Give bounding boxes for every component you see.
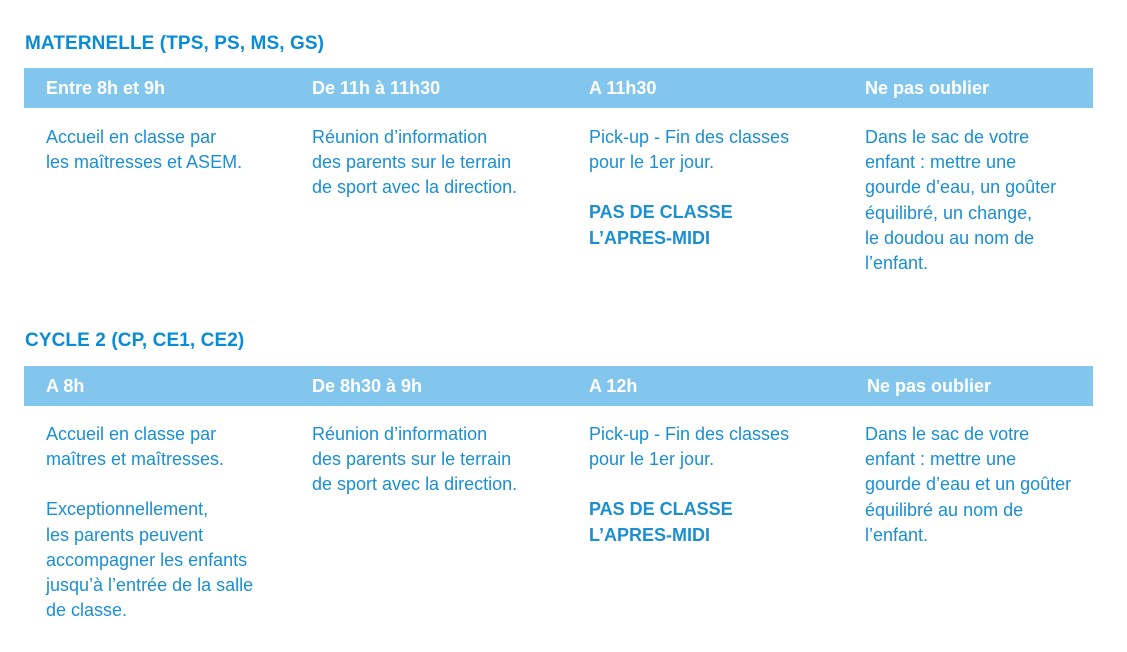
cell-text-line: maîtres et maîtresses. [46,449,225,470]
paragraph-gap [589,472,789,497]
cell-text-line: des parents sur le terrain [312,449,512,470]
section-title-cycle-2: CYCLE 2 (CP, CE1, CE2) [25,330,245,351]
cell-text-line: jusqu’à l’entrée de la salle [46,575,254,596]
cell-text-line: Réunion d’information [312,424,488,444]
cell-text-line: équilibré au nom de [865,499,1024,520]
cell-text-line: Accueil en classe par [46,127,217,147]
cell-text-line: de classe. [46,600,128,621]
cell-text-line: enfant : mettre une [865,449,1017,470]
schedule-cell [46,125,242,175]
no-class-notice: L’APRES-MIDI [589,524,711,545]
cell-text-line: pour le 1er jour. [589,449,715,470]
cell-text-line: l’enfant. [865,253,929,274]
cell-text-line: Réunion d’information [312,127,488,147]
column-header: A 11h30 [589,78,657,98]
cell-text-line: Dans le sac de votre [865,424,1030,444]
cell-text-line: les maîtresses et ASEM. [46,152,243,173]
cell-text-line: Pick-up - Fin des classes [589,127,790,147]
cell-text-line: équilibré, un change, [865,202,1033,223]
no-class-notice: PAS DE CLASSE [589,202,733,223]
column-header: Entre 8h et 9h [46,78,166,98]
schedule-cell [865,422,1071,548]
no-class-notice: PAS DE CLASSE [589,499,733,520]
column-header: Ne pas oublier [867,376,992,396]
schedule-cell [312,125,517,201]
schedule-header-bar [24,68,1093,108]
column-header: Ne pas oublier [865,78,990,98]
column-header: De 8h30 à 9h [312,376,423,396]
cell-text-line: des parents sur le terrain [312,152,512,173]
cell-text-line: Dans le sac de votre [865,127,1030,147]
section-title-maternelle: MATERNELLE (TPS, PS, MS, GS) [25,33,325,54]
cell-text-line: Accueil en classe par [46,424,217,444]
cell-text-line: pour le 1er jour. [589,152,715,173]
cell-text-line: accompagner les enfants [46,549,248,570]
column-header: A 8h [46,376,85,396]
schedule-cell [312,422,517,498]
cell-text-line: gourde d’eau, un goûter [865,177,1057,198]
schedule-cell [589,125,789,251]
column-header: De 11h à 11h30 [312,78,441,98]
cell-text-line: gourde d’eau et un goûter [865,474,1072,495]
cell-text-line: le doudou au nom de [865,227,1035,248]
cell-text-line: les parents peuvent [46,524,204,545]
paragraph-gap [46,472,253,497]
cell-text-line: de sport avec la direction. [312,177,518,198]
schedule-cell [865,125,1056,276]
cell-text-line: l’enfant. [865,524,929,545]
schedule-cell [46,422,253,623]
no-class-notice: L’APRES-MIDI [589,227,711,248]
cell-text-line: de sport avec la direction. [312,474,518,495]
cell-text-line: enfant : mettre une [865,152,1017,173]
schedule-cell [589,422,789,548]
schedule-header-bar [24,366,1093,406]
cell-text-line: Pick-up - Fin des classes [589,424,790,444]
column-header: A 12h [589,376,638,396]
paragraph-gap [589,175,789,200]
cell-text-line: Exceptionnellement, [46,499,209,520]
